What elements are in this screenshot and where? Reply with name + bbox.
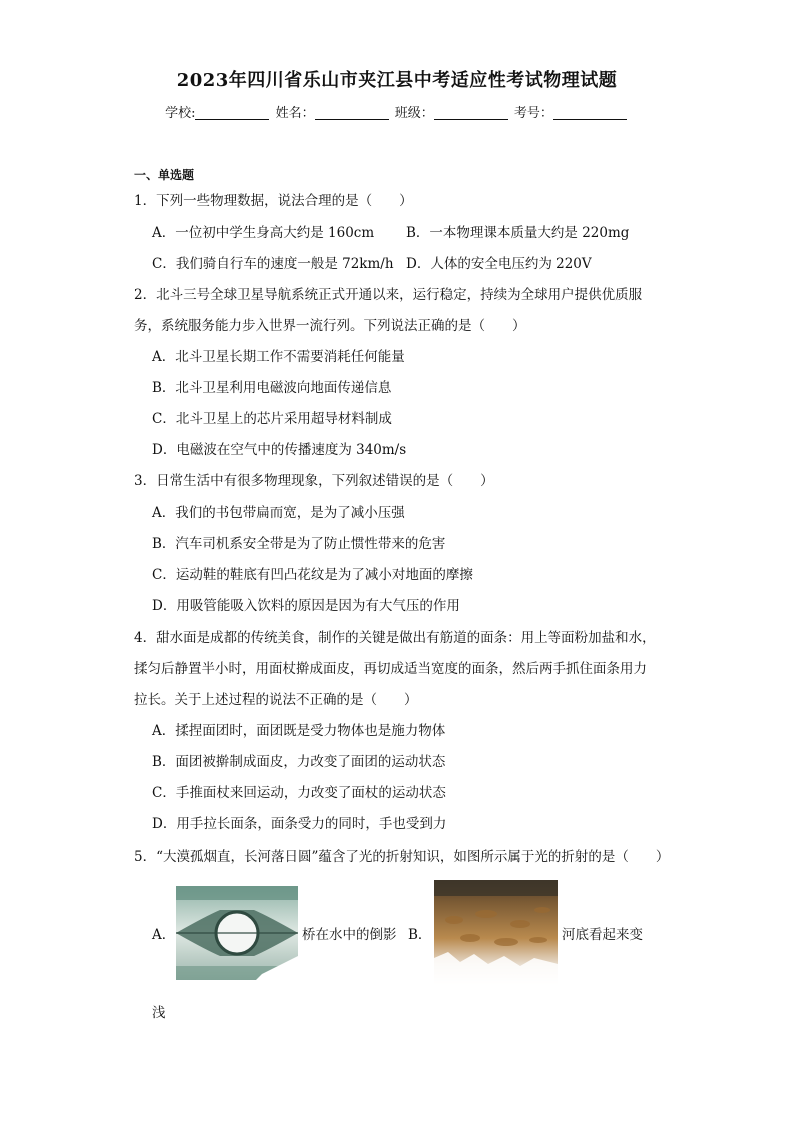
q2-stem-line2: 务，系统服务能力步入世界一流行列。下列说法正确的是（ ） <box>134 318 526 334</box>
section-title: 一、单选题 <box>134 168 195 182</box>
q3-option-c: C．运动鞋的鞋底有凹凸花纹是为了减小对地面的摩擦 <box>152 567 473 583</box>
exam-title: 2023年四川省乐山市夹江县中考适应性考试物理试题 <box>176 70 618 91</box>
q4-option-c: C．手推面杖来回运动，力改变了面杖的运动状态 <box>152 785 446 801</box>
class-label: 班级： <box>394 106 434 121</box>
q4-option-a: A．揉捏面团时，面团既是受力物体也是施力物体 <box>152 723 446 739</box>
q1-option-c: C．我们骑自行车的速度一般是 72km/h <box>152 256 394 272</box>
q3-stem: 3．日常生活中有很多物理现象，下列叙述错误的是（ ） <box>134 473 494 489</box>
bridge-reflection-image <box>176 886 298 980</box>
q5-option-b-letter: B． <box>408 927 432 943</box>
q2-option-a: A．北斗卫星长期工作不需要消耗任何能量 <box>152 349 405 365</box>
q4-stem-line1: 4．甜水面是成都的传统美食，制作的关键是做出有筋道的面条：用上等面粉加盐和水， <box>134 630 656 646</box>
q5-stem: 5．“大漠孤烟直，长河落日圆”蕴含了光的折射知识，如图所示属于光的折射的是（ ） <box>134 849 670 865</box>
q3-option-b: B．汽车司机系安全带是为了防止惯性带来的危害 <box>152 536 446 552</box>
q5-option-a-letter: A． <box>152 927 176 943</box>
school-blank[interactable] <box>195 105 269 120</box>
q1-stem: 1．下列一些物理数据，说法合理的是（ ） <box>134 193 413 209</box>
q1-option-a: A．一位初中学生身高大约是 160cm <box>152 225 375 241</box>
q3-option-a: A．我们的书包带扁而宽，是为了减小压强 <box>152 505 405 521</box>
q2-option-b: B．北斗卫星利用电磁波向地面传递信息 <box>152 380 392 396</box>
name-label: 姓名： <box>275 106 315 121</box>
q4-option-d: D．用手拉长面条，面条受力的同时，手也受到力 <box>152 816 447 832</box>
q5-option-b-text: 河底看起来变 <box>562 927 643 943</box>
q1-option-b: B．一本物理课本质量大约是 220mg <box>406 225 630 241</box>
shallow-riverbed-image <box>434 880 558 986</box>
q1-option-d: D．人体的安全电压约为 220V <box>406 256 592 272</box>
number-label: 考号： <box>513 106 553 121</box>
q4-stem-line3: 拉长。关于上述过程的说法不正确的是（ ） <box>134 692 418 708</box>
q5-option-b-text-continued: 浅 <box>152 1005 166 1021</box>
q2-option-c: C．北斗卫星上的芯片采用超导材料制成 <box>152 411 392 427</box>
school-label: 学校: <box>165 106 196 121</box>
number-blank[interactable] <box>553 105 627 120</box>
q5-option-a-text: 桥在水中的倒影 <box>302 927 397 943</box>
q2-stem-line1: 2．北斗三号全球卫星导航系统正式开通以来，运行稳定，持续为全球用户提供优质服 <box>134 287 643 303</box>
student-info-line <box>0 102 794 121</box>
q2-option-d: D．电磁波在空气中的传播速度为 340m/s <box>152 442 407 458</box>
name-blank[interactable] <box>315 105 389 120</box>
q4-stem-line2: 揉匀后静置半小时，用面杖擀成面皮，再切成适当宽度的面条，然后两手抓住面条用力 <box>134 661 647 677</box>
q4-option-b: B．面团被擀制成面皮，力改变了面团的运动状态 <box>152 754 446 770</box>
q3-option-d: D．用吸管能吸入饮料的原因是因为有大气压的作用 <box>152 598 460 614</box>
class-blank[interactable] <box>434 105 508 120</box>
